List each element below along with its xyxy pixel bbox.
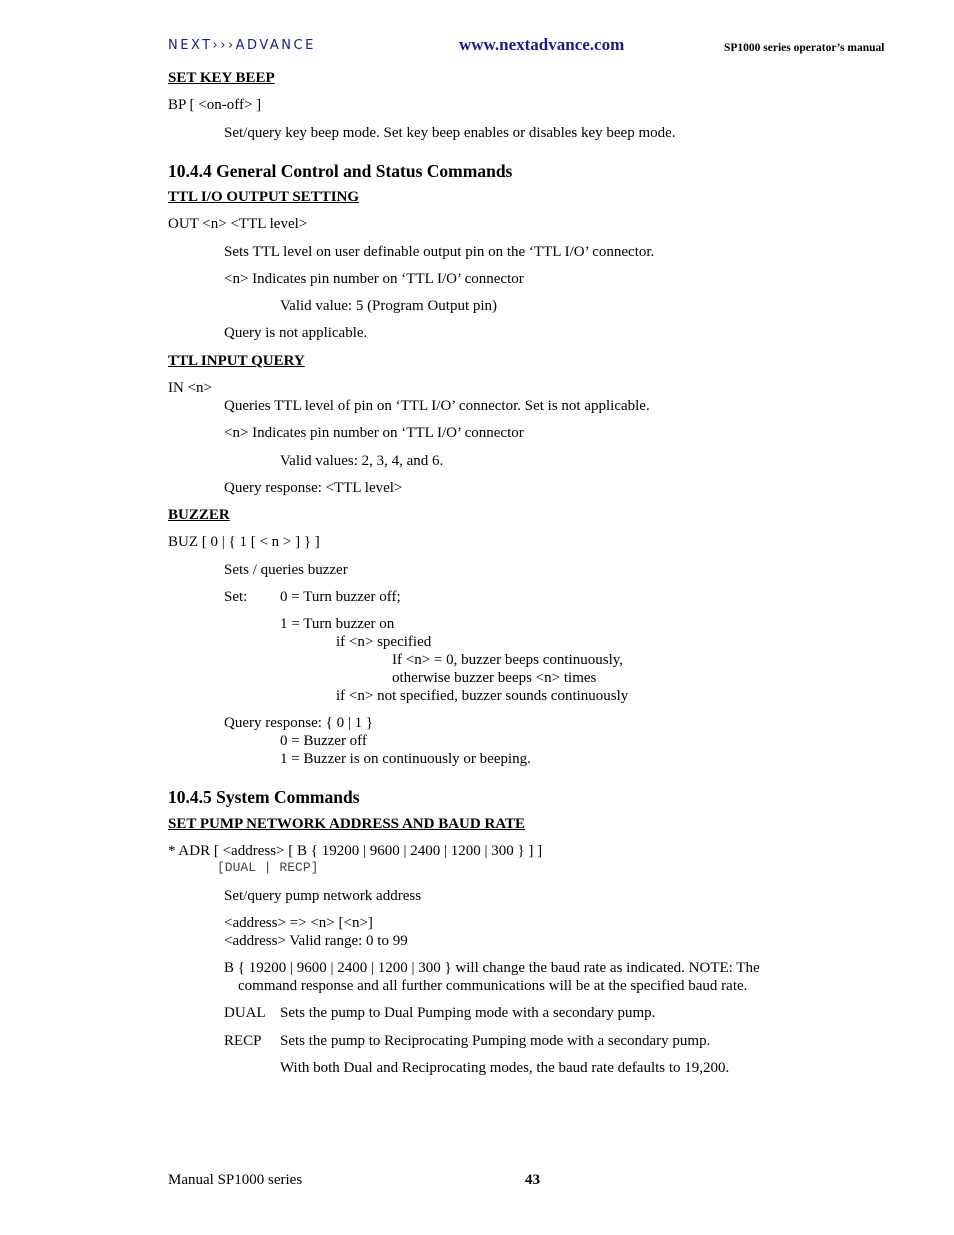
- company-logo: NEXT›››ADVANCE: [168, 38, 316, 53]
- manual-title: SP1000 series operator’s manual: [724, 42, 885, 54]
- section-title-key-beep: SET KEY BEEP: [168, 70, 275, 86]
- valid-values: Valid values: 2, 3, 4, and 6.: [280, 453, 444, 469]
- command-description: Sets / queries buzzer: [224, 562, 348, 578]
- command-syntax-options: [DUAL | RECP]: [217, 860, 319, 875]
- command-syntax: IN <n>: [168, 380, 212, 396]
- address-range: <address> Valid range: 0 to 99: [224, 933, 408, 949]
- baud-default-note: With both Dual and Reciprocating modes, the baud rate defaults to 19,200.: [280, 1060, 730, 1076]
- command-description: Set/query key beep mode. Set key beep enables or disables key beep mode.: [224, 125, 676, 141]
- parameter-description: <n> Indicates pin number on ‘TTL I/O’ connector: [224, 425, 524, 441]
- response-value-1: 1 = Buzzer is on continuously or beeping.: [280, 751, 531, 767]
- recp-label: RECP: [224, 1033, 262, 1049]
- footer-manual-name: Manual SP1000 series: [168, 1172, 303, 1188]
- section-heading-10-4-5: 10.4.5 System Commands: [168, 787, 360, 807]
- recp-description: Sets the pump to Reciprocating Pumping mode with a secondary pump.: [280, 1033, 711, 1049]
- section-heading-10-4-4: 10.4.4 General Control and Status Commands: [168, 161, 513, 181]
- section-title-ttl-output: TTL I/O OUTPUT SETTING: [168, 189, 360, 205]
- valid-values: Valid value: 5 (Program Output pin): [280, 298, 498, 314]
- website-link[interactable]: www.nextadvance.com: [459, 35, 625, 54]
- command-description: Set/query pump network address: [224, 888, 422, 904]
- query-response: Query response: { 0 | 1 }: [224, 715, 374, 731]
- condition-zero: If <n> = 0, buzzer beeps continuously,: [392, 652, 624, 668]
- dual-label: DUAL: [224, 1005, 266, 1021]
- set-option-off: 0 = Turn buzzer off;: [280, 589, 401, 605]
- command-description: Queries TTL level of pin on ‘TTL I/O’ connector. Set is not applicable.: [224, 398, 650, 414]
- command-syntax: OUT <n> <TTL level>: [168, 216, 308, 232]
- set-label: Set:: [224, 589, 248, 605]
- dual-description: Sets the pump to Dual Pumping mode with a secondary pump.: [280, 1005, 656, 1021]
- section-title-ttl-input: TTL INPUT QUERY: [168, 353, 305, 369]
- response-value-0: 0 = Buzzer off: [280, 733, 367, 749]
- query-response: Query response: <TTL level>: [224, 480, 403, 496]
- condition-specified: if <n> specified: [336, 634, 432, 650]
- command-syntax: * ADR [ <address> [ B { 19200 | 9600 | 2400 | 1200 | 300 } ] ]: [168, 843, 543, 859]
- address-format: <address> => <n> [<n>]: [224, 915, 373, 931]
- baud-description: B { 19200 | 9600 | 2400 | 1200 | 300 } will change the baud rate as indicated. NOTE: The: [224, 960, 760, 976]
- command-description: Sets TTL level on user definable output pin on the ‘TTL I/O’ connector.: [224, 244, 655, 260]
- section-title-address-baud: SET PUMP NETWORK ADDRESS AND BAUD RATE: [168, 816, 526, 832]
- parameter-description: <n> Indicates pin number on ‘TTL I/O’ connector: [224, 271, 524, 287]
- command-syntax: BP [ <on-off> ]: [168, 97, 262, 113]
- query-note: Query is not applicable.: [224, 325, 368, 341]
- section-title-buzzer: BUZZER: [168, 507, 230, 523]
- baud-description-cont: command response and all further communications will be at the specified baud rate.: [238, 978, 748, 994]
- command-syntax: BUZ [ 0 | { 1 [ < n > ] } ]: [168, 534, 320, 550]
- condition-otherwise: otherwise buzzer beeps <n> times: [392, 670, 597, 686]
- set-option-on: 1 = Turn buzzer on: [280, 616, 395, 632]
- condition-not-specified: if <n> not specified, buzzer sounds continuously: [336, 688, 629, 704]
- page-number: 43: [525, 1172, 540, 1188]
